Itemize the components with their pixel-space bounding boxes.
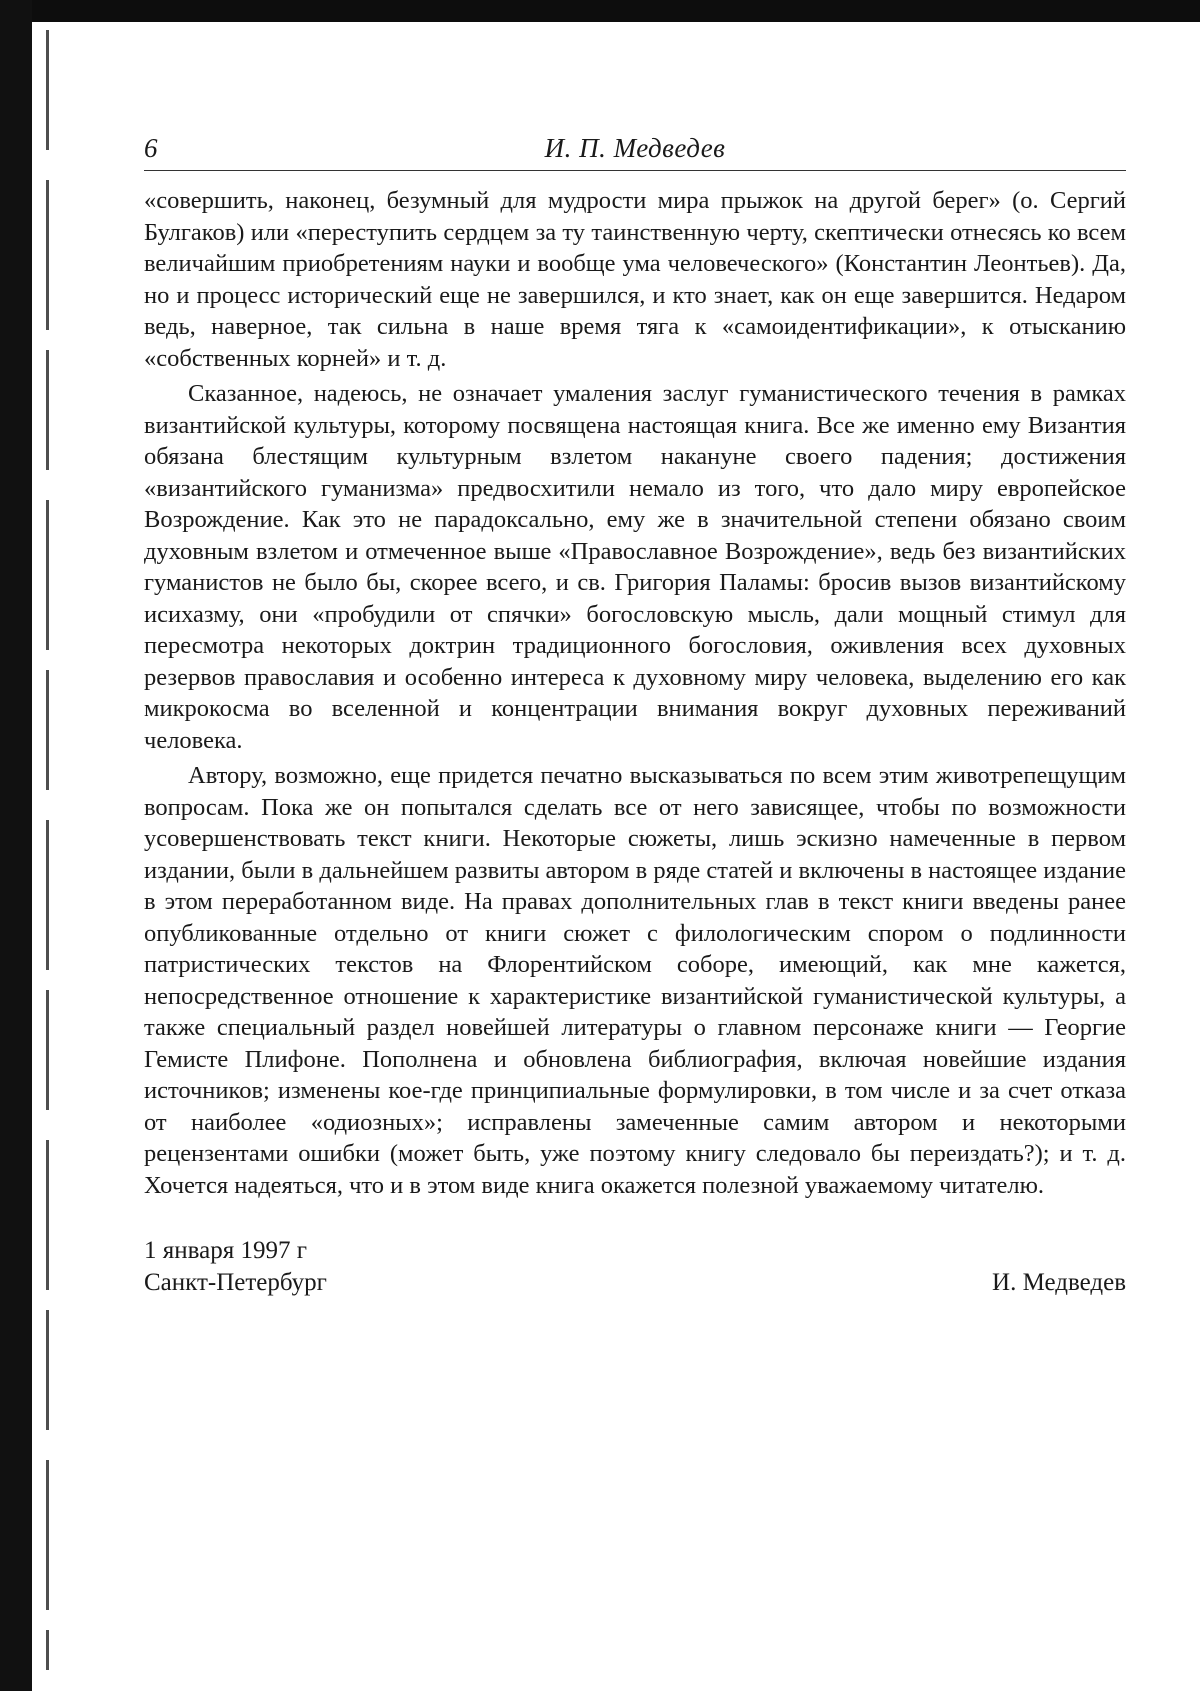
signature-author: И. Медведев (992, 1267, 1126, 1299)
scan-gutter-line (46, 30, 49, 1670)
scan-border-left (0, 0, 32, 1691)
running-head (144, 130, 1126, 171)
paragraph-continued: «совершить, наконец, безумный для мудрости мира прыжок на другой берег» (о. Сергий Булгаков) или «переступить сердцем за ту таинст­венную черту, скептически отнесясь ко всем величайшим приобрете­ниям науки и вообще ума человеческого» (Константин Леонтьев). Да, но и процесс исторический еще не завершился, и кто знает, как он еще завершится. Недаром ведь, наверное, так сильна в наше время тяга к «самоидентификации», к отысканию «собственных корней» и т. д. (144, 185, 1126, 374)
paragraph: Сказанное, надеюсь, не означает умаления заслуг гуманистического течения в рамках византийской культуры, которому посвящена насто­ящая книга. Все же именно ему Византия обязана блестящим куль­турным взлетом накануне своего падения; достижения «византийского гуманизма» предвосхитили немало из того, что дало миру европейское Возрождение. Как это не парадоксально, ему же в значительной степени обязано своим духовным взлетом и отмеченное выше «Пра­вославное Возрождение», ведь без византийских гуманистов не было бы, скорее всего, и св. Григория Паламы: бросив вызов византийскому исихазму, они «пробудили от спячки» богословскую мысль, дали мощный стимул для пересмотра некоторых доктрин традиционного богословия, оживления всех духовных резервов православия и особенно интереса к духовному миру человека, выделению его как микрокосма во вселенной и концентрации внимания вокруг духовных переживаний человека. (144, 378, 1126, 756)
scan-border-top (0, 0, 1200, 22)
signature-place: Санкт-Петербург (144, 1267, 327, 1299)
book-page (144, 130, 1126, 1299)
signature-block (144, 1235, 1126, 1299)
signature-date: 1 января 1997 г (144, 1235, 307, 1267)
running-title: И. П. Медведев (144, 130, 1126, 166)
body-text (144, 185, 1126, 1201)
paragraph: Автору, возможно, еще придется печатно высказываться по всем этим животрепещущим вопросам. Пока же он попытался сделать все от него зависящее, чтобы по возможности усовершенствовать текст книги. Некоторые сюжеты, лишь эскизно намеченные в первом изда­нии, были в дальнейшем развиты автором в ряде статей и включены в настоящее издание в этом переработанном виде. На правах допол­нительных глав в текст книги введены ранее опубликованные отдельно от книги сюжет с филологическим спором о подлинности патристи­ческих текстов на Флорентийском соборе, имеющий, как мне кажется, непосредственное отношение к характеристике византийской гуманис­тической культуры, а также специальный раздел новейшей литературы о главном персонаже книги — Георгие Гемисте Плифоне. Пополнена и обновлена библиография, включая новейшие издания источников; изменены кое-где принципиальные формулировки, в том числе и за счет отказа от наиболее «одиозных»; исправлены замеченные самим автором и некоторыми рецензентами ошибки (может быть, уже поэтому книгу следовало бы переиздать?); и т. д. Хочется надеяться, что и в этом виде книга окажется полезной уважаемому читателю. (144, 760, 1126, 1201)
page-number: 6 (144, 130, 158, 166)
